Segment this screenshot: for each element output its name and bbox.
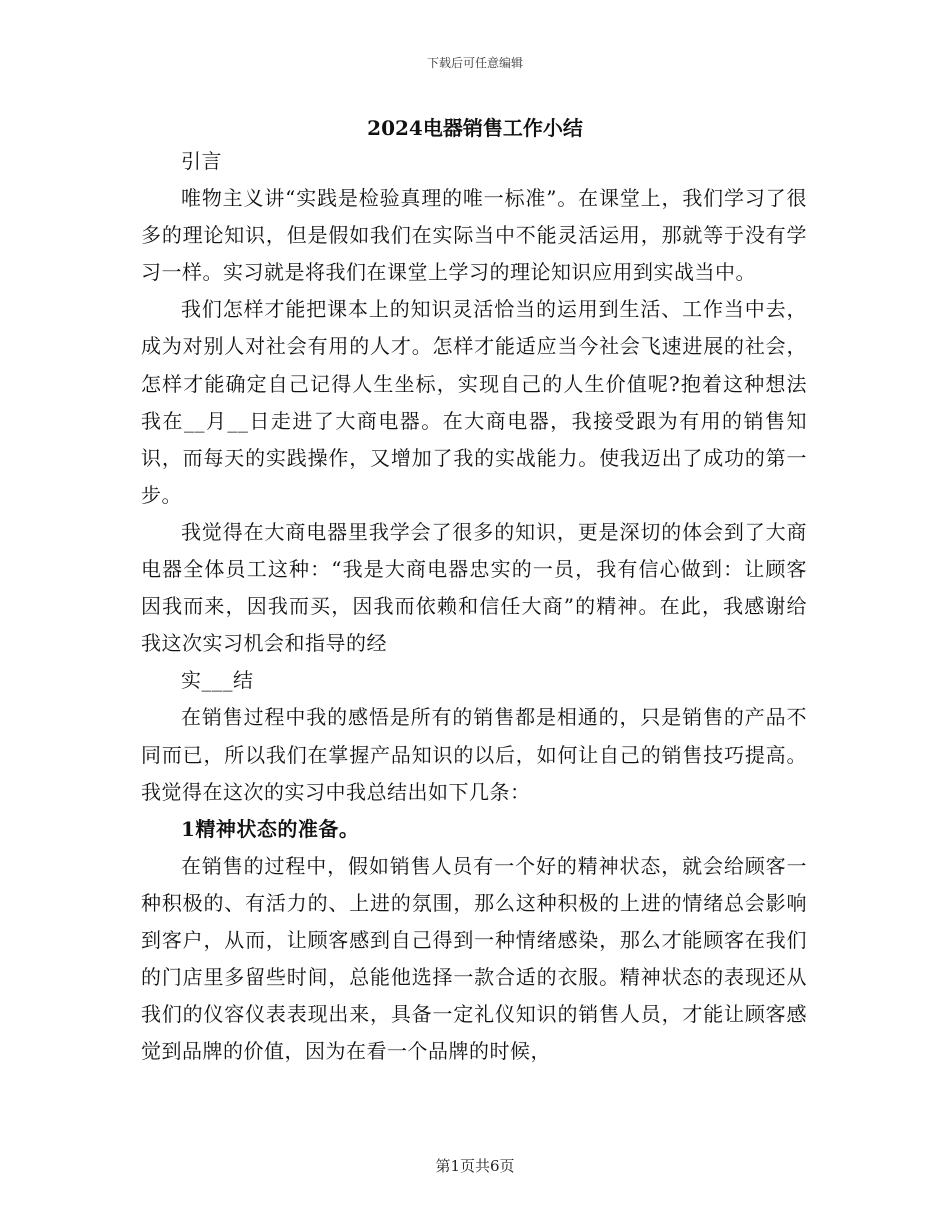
paragraph-section-heading: 实___结 <box>181 668 254 693</box>
page-header-note: 下载后可任意编辑 <box>426 56 523 70</box>
page-number-footer: 第1页共6页 <box>435 1157 515 1175</box>
paragraph: 我们怎样才能把课本上的知识灵活恰当的运用到生活、工作当中去，成为对别人对社会有用的人才。怎样才能适应当今社会飞速进展的社会，怎样才能确定自己记得人生坐标，实现自己的人生价值呢?抱着这种想法我在__月__日走进了大商电器。在大商电器，我接受跟为有用的销售知识，而每天的实践操作，又增加了我的实战能力。使我迈出了成功的第一步。 <box>141 297 807 507</box>
paragraph: 唯物主义讲“实践是检验真理的唯一标准”。在课堂上，我们学习了很多的理论知识，但是假如我们在实际当中不能灵活运用，那就等于没有学习一样。实习就是将我们在课堂上学习的理论知识应用到实战当中。 <box>141 186 807 285</box>
paragraph-intro-heading: 引言 <box>181 149 222 173</box>
paragraph: 我觉得在大商电器里我学会了很多的知识，更是深切的体会到了大商电器全体员工这种：“我是大商电器忠实的一员，我有信心做到：让顾客因我而来，因我而买，因我而依赖和信任大商”的精神。在此，我感谢给我这次实习机会和指导的经 <box>141 519 807 656</box>
document-title: 2024电器销售工作小结 <box>367 116 583 140</box>
paragraph: 在销售过程中我的感悟是所有的销售都是相通的，只是销售的产品不同而已，所以我们在掌握产品知识的以后，如何让自己的销售技巧提高。我觉得在这次的实习中我总结出如下几条： <box>141 705 807 804</box>
document-body <box>141 143 807 1070</box>
paragraph-subheading: 1精神状态的准备。 <box>181 816 360 841</box>
paragraph: 在销售的过程中，假如销售人员有一个好的精神状态，就会给顾客一种积极的、有活力的、上进的氛围，那么这种积极的上进的情绪总会影响到客户，从而，让顾客感到自己得到一种情绪感染，那么才能顾客在我们的门店里多留些时间，总能他选择一款合适的衣服。精神状态的表现还从我们的仪容仪表表现出来，具备一定礼仪知识的销售人员，才能让顾客感觉到品牌的价值，因为在看一个品牌的时候， <box>141 853 807 1064</box>
